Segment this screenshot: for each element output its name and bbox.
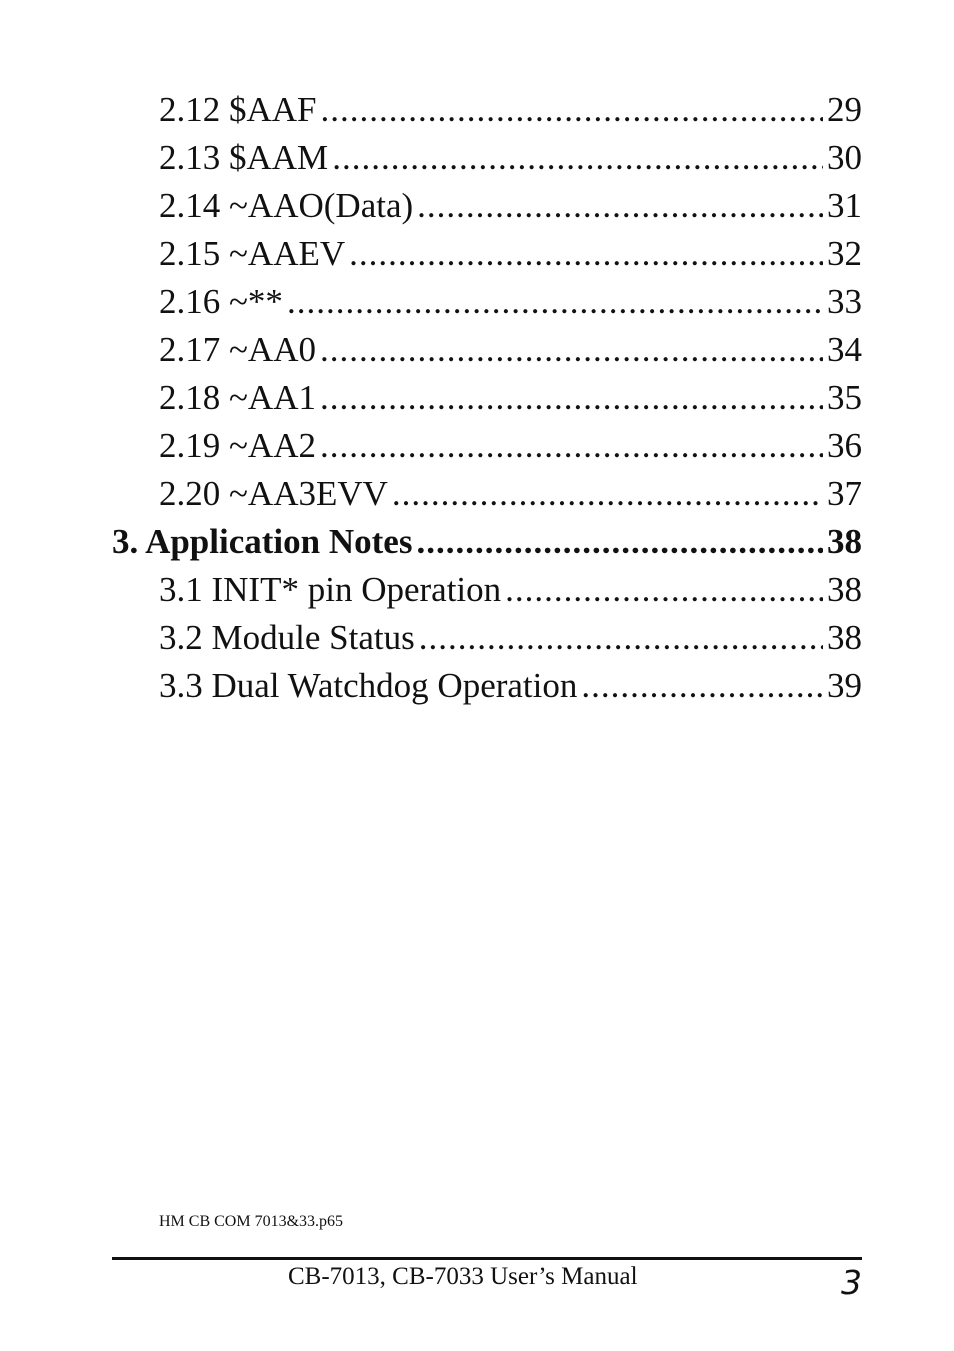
dot-leader — [349, 230, 823, 278]
dot-leader — [320, 374, 823, 422]
toc-entry-label: 3.2 Module Status — [159, 618, 415, 657]
toc-entry-page: 29 — [827, 90, 862, 129]
toc-entry-label: 2.18 ~AA1 — [159, 378, 316, 417]
toc-entry-page: 31 — [827, 186, 862, 225]
toc-entry-page: 38 — [827, 618, 862, 657]
dot-leader — [321, 86, 823, 134]
toc-entry-2-18[interactable] — [112, 374, 862, 422]
toc-entry-2-12[interactable] — [112, 86, 862, 134]
toc-entry-label: 2.14 ~AAO(Data) — [159, 186, 414, 225]
dot-leader — [416, 518, 823, 566]
toc-entry-3[interactable] — [112, 518, 862, 566]
toc-entry-page: 30 — [827, 138, 862, 177]
toc-entry-page: 38 — [827, 522, 862, 561]
dot-leader — [581, 662, 823, 710]
dot-leader — [419, 614, 823, 662]
toc-entry-label: 2.15 ~AAEV — [159, 234, 346, 273]
toc-entry-page: 39 — [827, 666, 862, 705]
toc-entry-label: 2.17 ~AA0 — [159, 330, 316, 369]
footer-divider — [112, 1257, 862, 1260]
table-of-contents — [112, 86, 862, 710]
toc-entry-page: 37 — [827, 474, 862, 513]
toc-entry-label: 2.13 $AAM — [159, 138, 329, 177]
toc-entry-2-16[interactable] — [112, 278, 862, 326]
dot-leader — [417, 182, 823, 230]
dot-leader — [320, 422, 823, 470]
toc-entry-2-20[interactable] — [112, 470, 862, 518]
toc-entry-label: 2.16 ~** — [159, 282, 283, 321]
toc-entry-2-17[interactable] — [112, 326, 862, 374]
toc-entry-3-1[interactable] — [112, 566, 862, 614]
toc-entry-2-13[interactable] — [112, 134, 862, 182]
toc-entry-label: 2.20 ~AA3EVV — [159, 474, 388, 513]
toc-entry-page: 34 — [827, 330, 862, 369]
dot-leader — [332, 134, 823, 182]
toc-entry-label: 2.19 ~AA2 — [159, 426, 316, 465]
toc-entry-label: 3. Application Notes — [112, 522, 413, 561]
toc-entry-3-3[interactable] — [112, 662, 862, 710]
toc-entry-2-19[interactable] — [112, 422, 862, 470]
toc-entry-page: 36 — [827, 426, 862, 465]
dot-leader — [392, 470, 823, 518]
file-reference: HM CB COM 7013&33.p65 — [159, 1213, 344, 1230]
dot-leader — [505, 566, 823, 614]
toc-entry-page: 33 — [827, 282, 862, 321]
toc-entry-page: 38 — [827, 570, 862, 609]
footer-title: CB-7013, CB-7033 User’s Manual — [288, 1263, 638, 1290]
toc-entry-label: 3.1 INIT* pin Operation — [159, 570, 502, 609]
toc-entry-page: 35 — [827, 378, 862, 417]
dot-leader — [287, 278, 823, 326]
toc-entry-label: 2.12 $AAF — [159, 90, 317, 129]
toc-entry-label: 3.3 Dual Watchdog Operation — [159, 666, 578, 705]
page-number: 3 — [841, 1263, 862, 1302]
toc-entry-2-15[interactable] — [112, 230, 862, 278]
toc-entry-page: 32 — [827, 234, 862, 273]
toc-entry-2-14[interactable] — [112, 182, 862, 230]
dot-leader — [320, 326, 823, 374]
toc-entry-3-2[interactable] — [112, 614, 862, 662]
